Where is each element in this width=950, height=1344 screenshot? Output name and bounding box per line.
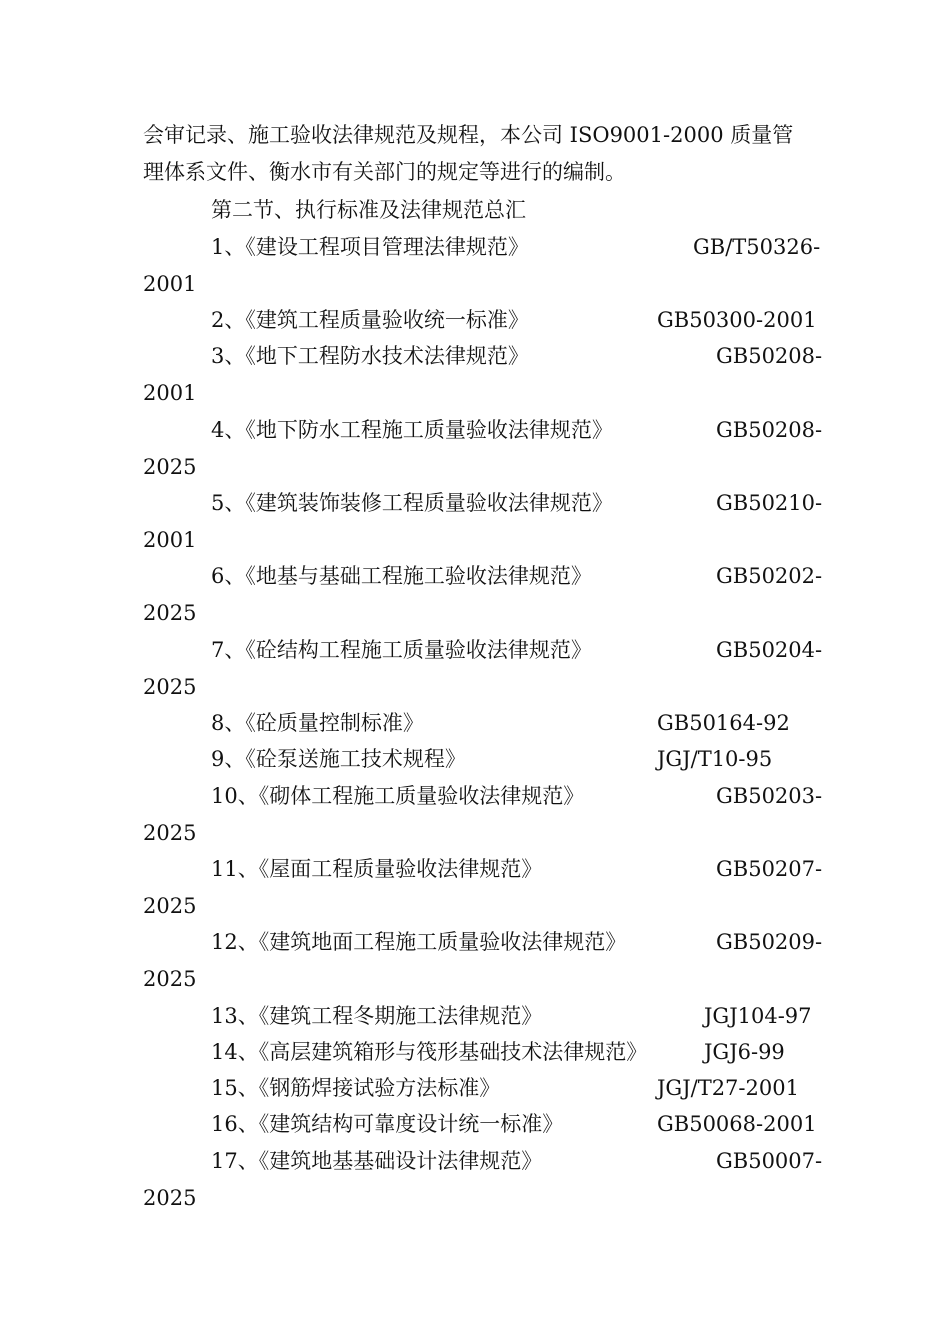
paragraph-line-1: 会审记录、施工验收法律规范及规程，本公司 ISO9001-2000 质量管 — [143, 123, 794, 147]
standard-name: 11、《屋面工程质量验收法律规范》 — [211, 857, 543, 881]
standard-name: 4、《地下防水工程施工质量验收法律规范》 — [211, 418, 613, 442]
standard-name: 12、《建筑地面工程施工质量验收法律规范》 — [211, 930, 627, 954]
standard-name: 1、《建设工程项目管理法律规范》 — [211, 235, 529, 259]
code-continuation: 2025 — [143, 601, 197, 625]
standard-name: 3、《地下工程防水技术法律规范》 — [211, 344, 529, 368]
list-item — [0, 234, 950, 264]
list-item — [0, 307, 950, 337]
standard-code: GB50204- — [716, 638, 823, 662]
code-continuation: 2025 — [143, 967, 197, 991]
standard-name: 2、《建筑工程质量验收统一标准》 — [211, 308, 529, 332]
code-continuation: 2025 — [143, 894, 197, 918]
list-item — [0, 1111, 950, 1141]
standard-code: GB/T50326- — [693, 235, 821, 259]
standard-code: GB50300-2001 — [657, 308, 817, 332]
list-item — [0, 856, 950, 886]
code-continuation: 2025 — [143, 821, 197, 845]
standard-code: GB50210- — [716, 491, 823, 515]
standard-name: 13、《建筑工程冬期施工法律规范》 — [211, 1004, 543, 1028]
list-item — [0, 1075, 950, 1105]
standard-name: 17、《建筑地基基础设计法律规范》 — [211, 1149, 543, 1173]
standard-name: 5、《建筑装饰装修工程质量验收法律规范》 — [211, 491, 613, 515]
standard-code: GB50202- — [716, 564, 823, 588]
standard-name: 8、《砼质量控制标准》 — [211, 711, 424, 735]
code-continuation: 2025 — [143, 1186, 197, 1210]
list-item — [0, 637, 950, 667]
standard-code: GB50007- — [716, 1149, 823, 1173]
code-continuation: 2001 — [143, 381, 197, 405]
code-continuation: 2025 — [143, 675, 197, 699]
standard-code: JGJ104-97 — [704, 1004, 812, 1028]
standard-name: 7、《砼结构工程施工质量验收法律规范》 — [211, 638, 592, 662]
list-item — [0, 783, 950, 813]
list-item — [0, 1148, 950, 1178]
list-item — [0, 563, 950, 593]
list-item — [0, 746, 950, 776]
standard-name: 16、《建筑结构可靠度设计统一标准》 — [211, 1112, 564, 1136]
paragraph-line-2: 理体系文件、衡水市有关部门的规定等进行的编制。 — [143, 160, 626, 184]
code-continuation: 2001 — [143, 272, 197, 296]
standard-name: 15、《钢筋焊接试验方法标准》 — [211, 1076, 501, 1100]
list-item — [0, 929, 950, 959]
list-item — [0, 417, 950, 447]
standard-code: JGJ/T10-95 — [657, 747, 773, 771]
standard-code: JGJ/T27-2001 — [657, 1076, 799, 1100]
code-continuation: 2001 — [143, 528, 197, 552]
standard-code: GB50207- — [716, 857, 823, 881]
standard-name: 9、《砼泵送施工技术规程》 — [211, 747, 466, 771]
list-item — [0, 1039, 950, 1069]
list-item — [0, 1003, 950, 1033]
section-title: 第二节、执行标准及法律规范总汇 — [211, 198, 526, 222]
standard-code: GB50203- — [716, 784, 823, 808]
standard-code: GB50068-2001 — [657, 1112, 817, 1136]
standard-code: GB50209- — [716, 930, 823, 954]
code-continuation: 2025 — [143, 455, 197, 479]
list-item — [0, 343, 950, 373]
standard-code: GB50208- — [716, 344, 823, 368]
standard-code: GB50164-92 — [657, 711, 790, 735]
standard-code: JGJ6-99 — [704, 1040, 785, 1064]
standard-code: GB50208- — [716, 418, 823, 442]
standard-name: 10、《砌体工程施工质量验收法律规范》 — [211, 784, 585, 808]
standard-name: 14、《高层建筑箱形与筏形基础技术法律规范》 — [211, 1040, 648, 1064]
list-item — [0, 710, 950, 740]
list-item — [0, 490, 950, 520]
standard-name: 6、《地基与基础工程施工验收法律规范》 — [211, 564, 592, 588]
